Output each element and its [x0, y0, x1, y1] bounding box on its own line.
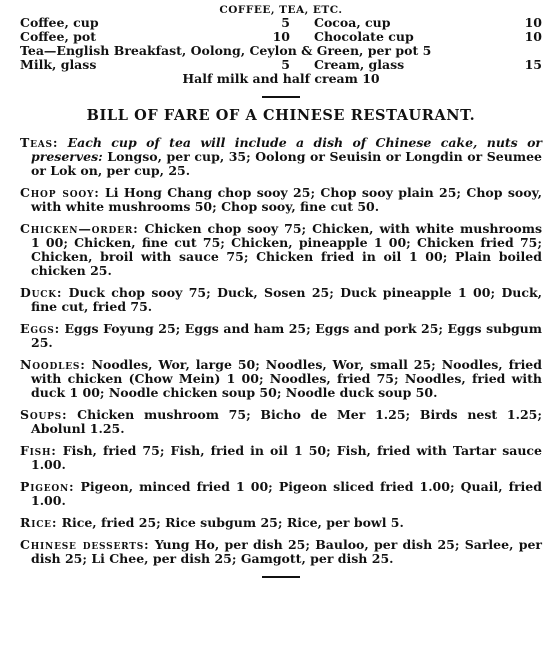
entry-heading: Teas:	[20, 135, 59, 150]
price-row	[20, 58, 542, 72]
item-name: Milk, glass	[20, 57, 97, 72]
item-price: 5	[281, 57, 290, 72]
item-price: 10	[272, 29, 290, 44]
menu-entry-fish	[20, 444, 542, 472]
menu-entry-eggs	[20, 322, 542, 350]
entry-text: Li Hong Chang chop sooy 25; Chop sooy plain 25; Chop sooy, with white mushrooms 50; Chop sooy, fine cut 50.	[31, 185, 542, 214]
menu-entry-desserts	[20, 538, 542, 566]
entry-text: Duck chop sooy 75; Duck, Sosen 25; Duck pineapple 1 00; Duck, fine cut, fried 75.	[31, 285, 542, 314]
section-divider	[262, 576, 300, 578]
item-name: Chocolate cup	[314, 29, 414, 44]
entry-text: Fish, fried 75; Fish, fried in oil 1 50; Fish, fried with Tartar sauce 1.00.	[31, 443, 542, 472]
bill-of-fare-title: BILL OF FARE OF A CHINESE RESTAURANT.	[86, 107, 476, 124]
item-price: 10	[524, 29, 542, 44]
entry-note: Each cup of tea will include a dish of Chinese cake, nuts or preserves:	[31, 135, 542, 164]
entry-text: Pigeon, minced fried 1 00; Pigeon sliced fried 1.00; Quail, fried 1.00.	[31, 479, 543, 508]
price-row	[20, 30, 542, 44]
coffee-section-title: COFFEE, TEA, ETC.	[219, 4, 343, 16]
menu-entry-chop-sooy	[20, 186, 542, 214]
entry-heading: Pigeon:	[20, 479, 75, 494]
entry-heading: Noodles:	[20, 357, 86, 372]
menu-entry-duck	[20, 286, 542, 314]
entry-heading: Duck:	[20, 285, 63, 300]
entry-heading: Eggs:	[20, 321, 61, 336]
entry-text: Noodles, Wor, large 50; Noodles, Wor, small 25; Noodles, fried with chicken (Chow Mein) 1 00; Noodles, fried 75; Noodles, fried with duck 1 00; Noodle chicken soup 50; Noodle duck soup 50.	[31, 357, 543, 400]
entry-heading: Soups:	[20, 407, 68, 422]
entry-heading: Chop sooy:	[20, 185, 100, 200]
item-price: 10	[524, 15, 542, 30]
entry-text: Rice, fried 25; Rice subgum 25; Rice, per bowl 5.	[61, 515, 404, 530]
menu-entry-teas	[20, 136, 542, 178]
menu-entry-rice	[20, 516, 542, 530]
item-name: Cream, glass	[314, 57, 405, 72]
item-name: Coffee, pot	[20, 29, 97, 44]
section-divider	[262, 96, 300, 98]
entry-heading: Chicken—order:	[20, 221, 139, 236]
entry-text: Chicken mushroom 75; Bicho de Mer 1.25; Birds nest 1.25; Abolunl 1.25.	[31, 407, 542, 436]
menu-entry-soups	[20, 408, 542, 436]
item-name: Cocoa, cup	[314, 15, 391, 30]
price-row	[20, 16, 542, 30]
entry-text: Yung Ho, per dish 25; Bauloo, per dish 25; Sarlee, per dish 25; Li Chee, per dish 25; Gamgott, per dish 25.	[31, 537, 542, 566]
half-milk-line: Half milk and half cream 10	[182, 71, 380, 86]
menu-entry-chicken	[20, 222, 542, 278]
entry-heading: Chinese desserts:	[20, 537, 150, 552]
item-price: 5	[281, 15, 290, 30]
menu-entry-noodles	[20, 358, 542, 400]
entry-heading: Rice:	[20, 515, 58, 530]
tea-line: Tea—English Breakfast, Oolong, Ceylon & Green, per pot 5	[20, 43, 432, 58]
entry-text: Longso, per cup, 35; Oolong or Seuisin or Longdin or Seumee or Lok on, per cup, 25.	[31, 149, 542, 178]
entry-heading: Fish:	[20, 443, 57, 458]
menu-page	[20, 4, 542, 587]
menu-entry-pigeon	[20, 480, 542, 508]
item-name: Coffee, cup	[20, 15, 99, 30]
item-price: 15	[524, 57, 542, 72]
entry-text: Eggs Foyung 25; Eggs and ham 25; Eggs and pork 25; Eggs subgum 25.	[31, 321, 543, 350]
entry-text: Chicken chop sooy 75; Chicken, with white mushrooms 1 00; Chicken, fine cut 75; Chicken, pineapple 1 00; Chicken fried 75; Chicken, broil with sauce 75; Chicken fried in oil 1 00; Plain boiled chicken 25.	[31, 221, 543, 278]
